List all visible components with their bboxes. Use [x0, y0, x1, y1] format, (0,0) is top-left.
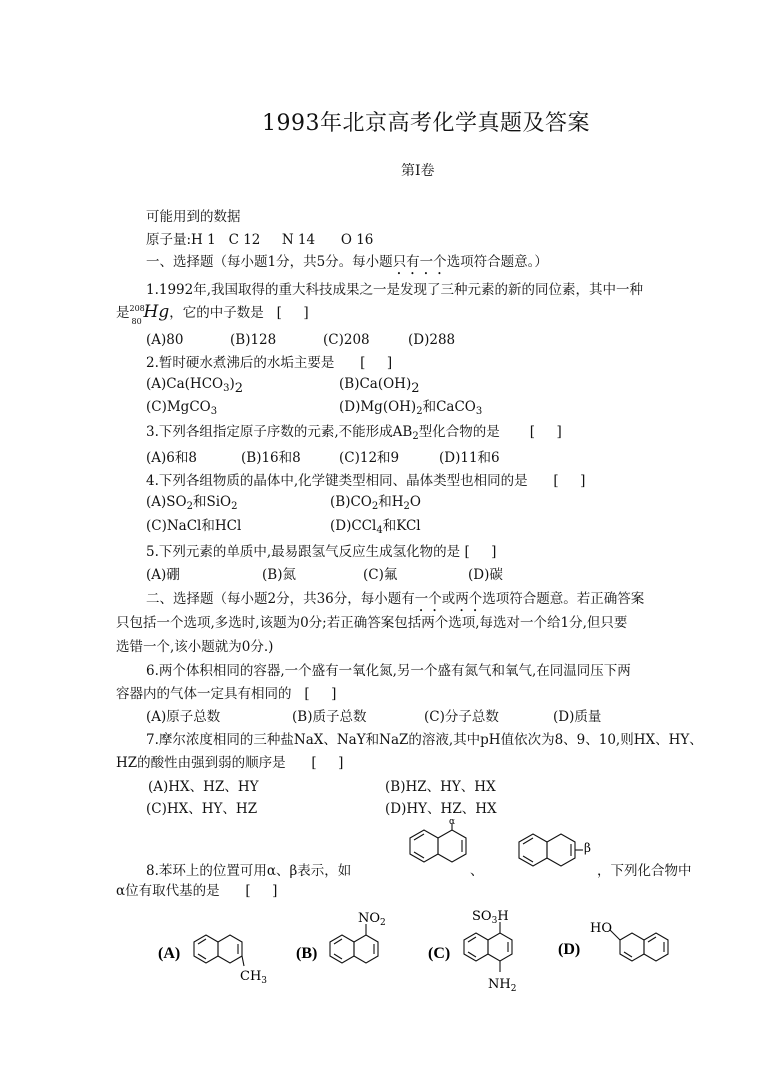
q6-line1: 6.两个体积相同的容器,一个盛有一氧化氮,另一个盛有氮气和氧气,在同温同压下两 — [146, 663, 631, 679]
q1-option-d: (D)288 — [408, 332, 456, 348]
q7-line1: 7.摩尔浓度相同的三种盐NaX、NaY和NaZ的溶液,其中pH值依次为8、9、10,则HX、HY、 — [146, 732, 703, 748]
q2-stem: 2.暂时硬水煮沸后的水垢主要是 [ ] — [146, 355, 393, 371]
q6-option-b: (B)质子总数 — [292, 709, 367, 725]
data-heading: 可能用到的数据 — [146, 209, 241, 225]
q2-option-a: $(A)Ca(HCO_3)2$ — [146, 376, 244, 396]
q1-option-c: (C)208 — [323, 332, 370, 348]
nitro-group: $NO_2$ — [358, 911, 386, 928]
q1-line1: 1.1992年,我国取得的重大科技成果之一是发现了三种元素的新的同位素，其中一种 — [146, 282, 644, 298]
sulfonic-group: $SO_3H$ — [472, 909, 509, 926]
q8-line1-sep: 、 — [470, 863, 484, 879]
methyl-group: $CH_3$ — [240, 969, 268, 986]
q6-option-d: (D)质量 — [553, 709, 602, 725]
q5-option-a: (A)硼 — [146, 567, 180, 583]
q4-option-a: $(A)SO_2$和SiO$_2$ — [146, 494, 238, 512]
q8-line2: α位有取代基的是 [ ] — [116, 883, 278, 899]
volume-heading: 第Ⅰ卷 — [401, 163, 435, 179]
q7-option-b: (B)HZ、HY、HX — [385, 779, 496, 795]
isotope-notation: 208 80 — [129, 304, 145, 326]
q7-line2: HZ的酸性由强到弱的顺序是 [ ] — [116, 755, 344, 771]
compound-c-diagram — [428, 904, 533, 996]
q4-option-c: (C)NaCl和HCl — [146, 518, 242, 534]
q6-option-c: (C)分子总数 — [424, 709, 499, 725]
q8-line1-pre: 8.苯环上的位置可用α、β表示，如 — [146, 863, 352, 879]
naphthalene-alpha-diagram — [400, 817, 472, 874]
q3-option-b: (B)16和8 — [241, 450, 301, 466]
q7-option-a: (A)HX、HZ、HY — [148, 779, 259, 795]
hydroxyl-group: HO — [590, 921, 612, 936]
q5-option-b: (B)氮 — [262, 567, 296, 583]
q2-option-b: (B)Ca(OH)2 — [339, 376, 420, 396]
beta-symbol: β — [584, 841, 591, 855]
q4-option-b: $(B)CO_2$和$H_2O$ — [330, 494, 421, 512]
compound-a-label: (A) — [158, 945, 181, 962]
page-title: 1993年北京高考化学真题及答案 — [262, 111, 590, 136]
element-symbol: Hg — [143, 302, 170, 322]
section2-line3: 选错一个,该小题就为0分.) — [116, 639, 274, 655]
alpha-symbol: α — [449, 817, 456, 827]
naphthalene-beta-diagram — [515, 830, 597, 876]
q7-option-d: (D)HY、HZ、HX — [385, 801, 497, 817]
q2-option-d: $(D)Mg(OH)_2$和CaCO$_3$ — [339, 399, 483, 417]
compound-c-label: (C) — [428, 945, 451, 962]
compound-b-diagram — [296, 910, 406, 972]
q5-option-d: (D)碳 — [468, 567, 503, 583]
section2-line2: 只包括一个选项,多选时,该题为0分;若正确答案包括两个选项,每选对一个给1分,但只要 — [116, 615, 628, 631]
q4-stem: 4.下列各组物质的晶体中,化学键类型相同、晶体类型也相同的是 [ ] — [146, 473, 586, 489]
q3-option-a: (A)6和8 — [146, 450, 197, 466]
q3-stem: 3.下列各组指定原子序数的元素,不能形成$AB_2$型化合物的是 [ ] — [146, 424, 562, 442]
compound-b-label: (B) — [296, 945, 318, 962]
q3-option-c: (C)12和9 — [339, 450, 400, 466]
q6-option-a: (A)原子总数 — [146, 709, 221, 725]
compound-a-diagram — [158, 928, 273, 988]
section2-line1: 二、选择题（每小题2分，共36分，每小题有一个或两个选项符合题意。若正确答案 — [146, 591, 645, 607]
section1-heading: 一、选择题（每小题1分，共5分。每小题只有一个选项符合题意。） — [146, 254, 548, 270]
q4-option-d: (D)CCl$_4$和KCl — [330, 518, 421, 536]
q3-option-d: (D)11和6 — [439, 450, 500, 466]
q8-line1-post: ，下列化合物中 — [597, 863, 692, 879]
q5-option-c: (C)氟 — [363, 567, 398, 583]
compound-d-label: (D) — [558, 941, 581, 958]
q6-line2: 容器内的气体一定具有相同的 [ ] — [116, 686, 337, 702]
q1-option-a: (A)80 — [146, 332, 184, 348]
q1-line2: 是 208 80 Hg，它的中子数是 [ ] — [116, 302, 309, 326]
atomic-mass-line: 原子量:H 1 C 12 N 14 O 16 — [146, 232, 374, 248]
q1-option-b: (B)128 — [230, 332, 277, 348]
q5-stem: 5.下列元素的单质中,最易跟氢气反应生成氢化物的是 [ ] — [146, 544, 497, 560]
q2-option-c: (C)MgCO$_3$ — [146, 399, 218, 417]
q7-option-c: (C)HX、HY、HZ — [146, 801, 258, 817]
amino-group: $NH_2$ — [488, 977, 517, 994]
compound-d-diagram — [558, 914, 668, 974]
